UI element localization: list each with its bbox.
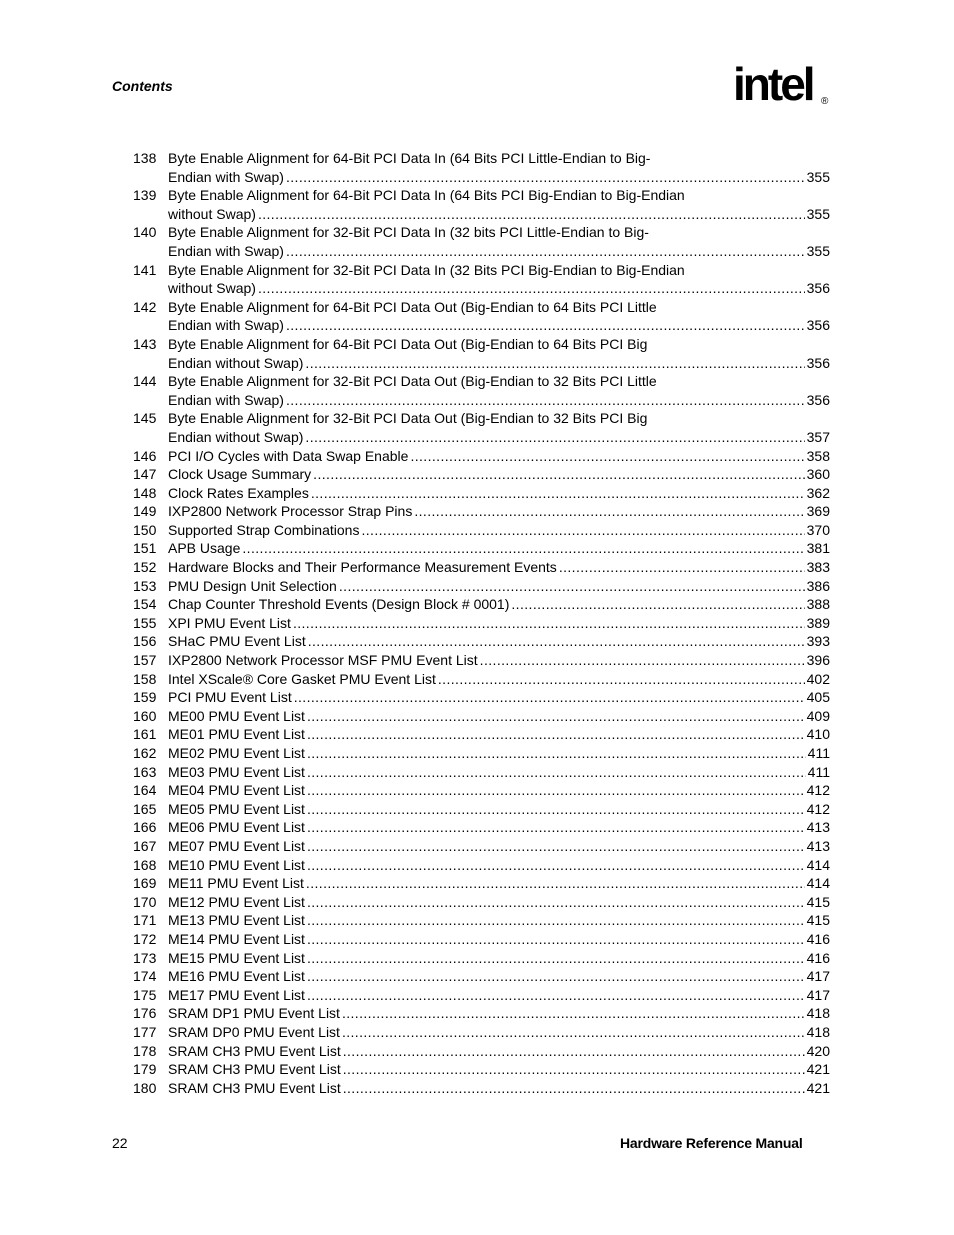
dot-leader [286, 316, 805, 335]
toc-entry-page: 386 [806, 577, 830, 594]
toc-entry-title: SRAM CH3 PMU Event List [168, 1042, 341, 1059]
dot-leader [307, 744, 806, 763]
toc-entry-number: 149 [133, 503, 157, 520]
toc-entry-title: Clock Usage Summary [168, 466, 312, 483]
toc-entry[interactable] [133, 1004, 830, 1023]
dot-leader [311, 484, 805, 503]
toc-entry-number: 176 [133, 1005, 157, 1022]
toc-entry[interactable] [133, 949, 830, 968]
toc-entry-title: Endian with Swap) [168, 168, 284, 185]
toc-entry-page: 355 [806, 242, 830, 259]
document-title: Hardware Reference Manual [620, 1135, 803, 1151]
logo-registered-mark: ® [821, 96, 829, 107]
toc-entry-page: 418 [806, 1023, 830, 1040]
toc-entry[interactable] [133, 632, 830, 651]
toc-entry[interactable] [133, 967, 830, 986]
dot-leader [342, 1004, 805, 1023]
toc-entry[interactable] [133, 1060, 830, 1079]
toc-entry-title: ME17 PMU Event List [168, 986, 305, 1003]
toc-entry-number: 150 [133, 521, 157, 538]
toc-entry[interactable] [133, 539, 830, 558]
toc-entry-page: 416 [806, 930, 830, 947]
toc-entry[interactable] [133, 725, 830, 744]
toc-entry-title: Endian without Swap) [168, 354, 304, 371]
toc-entry[interactable] [133, 1079, 830, 1098]
toc-entry-title: ME13 PMU Event List [168, 912, 305, 929]
dot-leader [307, 856, 805, 875]
toc-entry-page: 356 [806, 354, 830, 371]
toc-entry[interactable] [133, 856, 830, 875]
dot-leader [339, 577, 805, 596]
toc-entry-number: 146 [133, 447, 157, 464]
dot-leader [559, 558, 805, 577]
toc-entry-number: 172 [133, 930, 157, 947]
toc-entry-title-line: Byte Enable Alignment for 32-Bit PCI Data Out (Big-Endian to 32 Bits PCI Little [168, 373, 657, 390]
dot-leader [511, 595, 804, 614]
toc-entry-page: 358 [806, 447, 830, 464]
toc-entry-title: IXP2800 Network Processor MSF PMU Event List [168, 652, 478, 669]
toc-entry[interactable] [133, 465, 830, 484]
toc-entry[interactable] [133, 186, 830, 223]
toc-entry-number: 153 [133, 577, 157, 594]
toc-entry[interactable] [133, 930, 830, 949]
toc-entry-title-line: Byte Enable Alignment for 32-Bit PCI Data In (32 bits PCI Little-Endian to Big- [168, 224, 649, 241]
dot-leader [242, 539, 804, 558]
toc-entry[interactable] [133, 781, 830, 800]
section-title: Contents [112, 78, 173, 94]
dot-leader [307, 893, 805, 912]
toc-entry-number: 162 [133, 745, 157, 761]
toc-entry-title: SRAM DP0 PMU Event List [168, 1023, 340, 1040]
dot-leader [307, 818, 805, 837]
toc-entry-title: ME05 PMU Event List [168, 800, 305, 817]
toc-entry-title: Endian with Swap) [168, 317, 284, 334]
dot-leader [480, 651, 805, 670]
toc-entry-page: 413 [806, 819, 830, 836]
toc-entry-title: Endian without Swap) [168, 428, 304, 445]
toc-entry-page: 418 [806, 1005, 830, 1022]
toc-entry-title-line: Byte Enable Alignment for 64-Bit PCI Data Out (Big-Endian to 64 Bits PCI Little [168, 298, 657, 315]
toc-entry[interactable] [133, 707, 830, 726]
toc-entry[interactable] [133, 763, 830, 782]
dot-leader [414, 502, 804, 521]
dot-leader [293, 614, 805, 633]
toc-entry-title: SRAM CH3 PMU Event List [168, 1061, 341, 1078]
toc-entry-title: ME04 PMU Event List [168, 782, 305, 799]
toc-entry-title: without Swap) [168, 280, 256, 297]
toc-entry-number: 155 [133, 614, 157, 631]
toc-entry-title: PCI PMU Event List [168, 689, 292, 706]
toc-entry-number: 167 [133, 837, 157, 854]
toc-entry-number: 145 [133, 410, 157, 427]
table-of-contents [133, 149, 830, 1097]
dot-leader [307, 967, 805, 986]
toc-entry-title: ME06 PMU Event List [168, 819, 305, 836]
toc-entry-number: 165 [133, 800, 157, 817]
toc-entry-page: 355 [806, 168, 830, 185]
toc-entry[interactable] [133, 670, 830, 689]
toc-entry-number: 141 [133, 261, 157, 278]
toc-entry-number: 158 [133, 670, 157, 687]
toc-entry-number: 156 [133, 633, 157, 650]
toc-entry-number: 178 [133, 1042, 157, 1059]
toc-entry[interactable] [133, 372, 830, 409]
toc-entry-page: 417 [806, 986, 830, 1003]
toc-entry-page: 405 [806, 689, 830, 706]
toc-entry-number: 170 [133, 893, 157, 910]
toc-entry-number: 154 [133, 596, 157, 613]
toc-entry-page: 389 [806, 614, 830, 631]
toc-entry-page: 412 [806, 800, 830, 817]
dot-leader [410, 447, 804, 466]
dot-leader [307, 800, 805, 819]
toc-entry-page: 411 [807, 763, 830, 780]
toc-entry-page: 362 [806, 484, 830, 501]
toc-entry-page: 357 [806, 428, 830, 445]
toc-entry-number: 166 [133, 819, 157, 836]
toc-entry[interactable] [133, 744, 830, 763]
toc-entry-page: 383 [806, 559, 830, 576]
toc-entry-page: 355 [806, 205, 830, 222]
dot-leader [307, 911, 805, 930]
toc-entry-page: 417 [806, 968, 830, 985]
toc-entry-page: 381 [806, 540, 830, 557]
dot-leader [307, 725, 805, 744]
dot-leader [307, 949, 805, 968]
toc-entry-number: 175 [133, 986, 157, 1003]
toc-entry-number: 168 [133, 856, 157, 873]
toc-entry-number: 147 [133, 466, 157, 483]
toc-entry-title: PCI I/O Cycles with Data Swap Enable [168, 447, 409, 464]
toc-entry-number: 169 [133, 875, 157, 892]
dot-leader [307, 707, 805, 726]
toc-entry-title: XPI PMU Event List [168, 614, 291, 631]
toc-entry-page: 412 [806, 782, 830, 799]
dot-leader [307, 986, 805, 1005]
toc-entry-title: ME12 PMU Event List [168, 893, 305, 910]
dot-leader [305, 354, 804, 373]
dot-leader [286, 168, 805, 187]
toc-entry-page: 356 [806, 391, 830, 408]
dot-leader [286, 242, 805, 261]
toc-entry-page: 414 [806, 875, 830, 892]
toc-entry-title-line: Byte Enable Alignment for 64-Bit PCI Data In (64 Bits PCI Big-Endian to Big-Endian [168, 187, 685, 204]
toc-entry[interactable] [133, 577, 830, 596]
toc-entry-number: 142 [133, 298, 157, 315]
dot-leader [342, 1023, 805, 1042]
toc-entry-number: 164 [133, 782, 157, 799]
dot-leader [438, 670, 805, 689]
toc-entry-page: 413 [806, 837, 830, 854]
toc-entry-number: 144 [133, 373, 157, 390]
toc-entry[interactable] [133, 502, 830, 521]
toc-entry-page: 414 [806, 856, 830, 873]
toc-entry[interactable] [133, 818, 830, 837]
toc-entry-number: 139 [133, 187, 157, 204]
toc-entry-number: 173 [133, 949, 157, 966]
toc-entry[interactable] [133, 409, 830, 446]
toc-entry-title: Supported Strap Combinations [168, 521, 360, 538]
toc-entry-title: ME01 PMU Event List [168, 726, 305, 743]
toc-entry[interactable] [133, 800, 830, 819]
dot-leader [258, 205, 805, 224]
toc-entry[interactable] [133, 1023, 830, 1042]
dot-leader [305, 428, 804, 447]
toc-entry-title-line: Byte Enable Alignment for 32-Bit PCI Data In (32 Bits PCI Big-Endian to Big-Endian [168, 261, 685, 278]
toc-entry-page: 370 [806, 521, 830, 538]
dot-leader [258, 279, 805, 298]
dot-leader [343, 1079, 805, 1098]
toc-entry-title: Chap Counter Threshold Events (Design Block # 0001) [168, 596, 510, 613]
toc-entry-title-line: Byte Enable Alignment for 64-Bit PCI Data Out (Big-Endian to 64 Bits PCI Big [168, 335, 648, 352]
dot-leader [343, 1060, 805, 1079]
toc-entry-title-line: Byte Enable Alignment for 32-Bit PCI Data Out (Big-Endian to 32 Bits PCI Big [168, 410, 648, 427]
toc-entry-page: 420 [806, 1042, 830, 1059]
dot-leader [307, 930, 805, 949]
dot-leader [308, 632, 805, 651]
toc-entry-page: 415 [806, 893, 830, 910]
toc-entry-title: ME07 PMU Event List [168, 837, 305, 854]
dot-leader [306, 874, 805, 893]
toc-entry[interactable] [133, 614, 830, 633]
toc-entry-number: 151 [133, 540, 157, 557]
toc-entry-title: ME03 PMU Event List [168, 763, 305, 780]
dot-leader [313, 465, 804, 484]
toc-entry[interactable] [133, 223, 830, 260]
toc-entry-page: 393 [806, 633, 830, 650]
toc-entry-title: ME16 PMU Event List [168, 968, 305, 985]
toc-entry[interactable] [133, 558, 830, 577]
toc-entry-page: 416 [806, 949, 830, 966]
toc-entry[interactable] [133, 447, 830, 466]
logo-wordmark: intel [733, 58, 813, 110]
dot-leader [343, 1042, 805, 1061]
toc-entry-number: 163 [133, 763, 157, 780]
toc-entry-number: 177 [133, 1023, 157, 1040]
toc-entry-title: ME14 PMU Event List [168, 930, 305, 947]
toc-entry-title: ME00 PMU Event List [168, 707, 305, 724]
toc-entry[interactable] [133, 893, 830, 912]
toc-entry-number: 161 [133, 726, 157, 743]
page-number: 22 [112, 1135, 128, 1151]
toc-entry-title: ME15 PMU Event List [168, 949, 305, 966]
toc-entry-number: 160 [133, 707, 157, 724]
toc-entry-number: 140 [133, 224, 157, 241]
toc-entry-title: APB Usage [168, 540, 241, 557]
toc-entry-title: PMU Design Unit Selection [168, 577, 337, 594]
toc-entry-number: 148 [133, 484, 157, 501]
toc-entry-page: 360 [806, 466, 830, 483]
intel-logo [733, 58, 833, 118]
toc-entry-number: 179 [133, 1061, 157, 1078]
toc-entry-page: 356 [806, 280, 830, 297]
toc-entry-number: 152 [133, 559, 157, 576]
toc-entry[interactable] [133, 651, 830, 670]
toc-entry-title-line: Byte Enable Alignment for 64-Bit PCI Data In (64 Bits PCI Little-Endian to Big- [168, 150, 651, 166]
dot-leader [307, 837, 805, 856]
toc-entry[interactable] [133, 261, 830, 298]
toc-entry-number: 171 [133, 912, 157, 929]
toc-entry[interactable] [133, 298, 830, 335]
toc-entry-number: 143 [133, 335, 157, 352]
toc-entry[interactable] [133, 688, 830, 707]
toc-entry-page: 369 [806, 503, 830, 520]
toc-entry-title: ME02 PMU Event List [168, 745, 305, 761]
dot-leader [307, 781, 805, 800]
dot-leader [361, 521, 804, 540]
dot-leader [307, 763, 806, 782]
toc-entry-title: SRAM CH3 PMU Event List [168, 1079, 341, 1096]
toc-entry-number: 159 [133, 689, 157, 706]
toc-entry-title: Intel XScale® Core Gasket PMU Event List [168, 670, 436, 687]
toc-entry-title: without Swap) [168, 205, 256, 222]
toc-entry-title: Endian with Swap) [168, 391, 284, 408]
toc-entry-title: Clock Rates Examples [168, 484, 309, 501]
toc-entry-page: 402 [806, 670, 830, 687]
toc-entry-title: Endian with Swap) [168, 242, 284, 259]
toc-entry-title: ME10 PMU Event List [168, 856, 305, 873]
toc-entry-number: 157 [133, 652, 157, 669]
toc-entry-number: 138 [133, 150, 157, 166]
toc-entry-page: 410 [806, 726, 830, 743]
toc-entry-page: 421 [806, 1079, 830, 1096]
toc-entry[interactable] [133, 837, 830, 856]
toc-entry[interactable] [133, 874, 830, 893]
toc-entry-title: ME11 PMU Event List [168, 875, 304, 892]
toc-entry-title: Hardware Blocks and Their Performance Measurement Events [168, 559, 557, 576]
toc-entry[interactable] [133, 335, 830, 372]
toc-entry-page: 409 [806, 707, 830, 724]
toc-entry[interactable] [133, 149, 830, 186]
toc-entry-page: 396 [806, 652, 830, 669]
toc-entry-page: 411 [807, 745, 830, 761]
toc-entry-title: IXP2800 Network Processor Strap Pins [168, 503, 413, 520]
toc-entry-page: 356 [806, 317, 830, 334]
toc-entry-page: 415 [806, 912, 830, 929]
toc-entry-title: SHaC PMU Event List [168, 633, 306, 650]
toc-entry[interactable] [133, 1042, 830, 1061]
toc-entry-number: 180 [133, 1079, 157, 1096]
dot-leader [294, 688, 805, 707]
toc-entry[interactable] [133, 986, 830, 1005]
toc-entry-title: SRAM DP1 PMU Event List [168, 1005, 340, 1022]
toc-entry[interactable] [133, 484, 830, 503]
toc-entry[interactable] [133, 911, 830, 930]
toc-entry-page: 388 [806, 596, 830, 613]
dot-leader [286, 391, 805, 410]
toc-entry-number: 174 [133, 968, 157, 985]
toc-entry-page: 421 [806, 1061, 830, 1078]
toc-entry[interactable] [133, 595, 830, 614]
toc-entry[interactable] [133, 521, 830, 540]
